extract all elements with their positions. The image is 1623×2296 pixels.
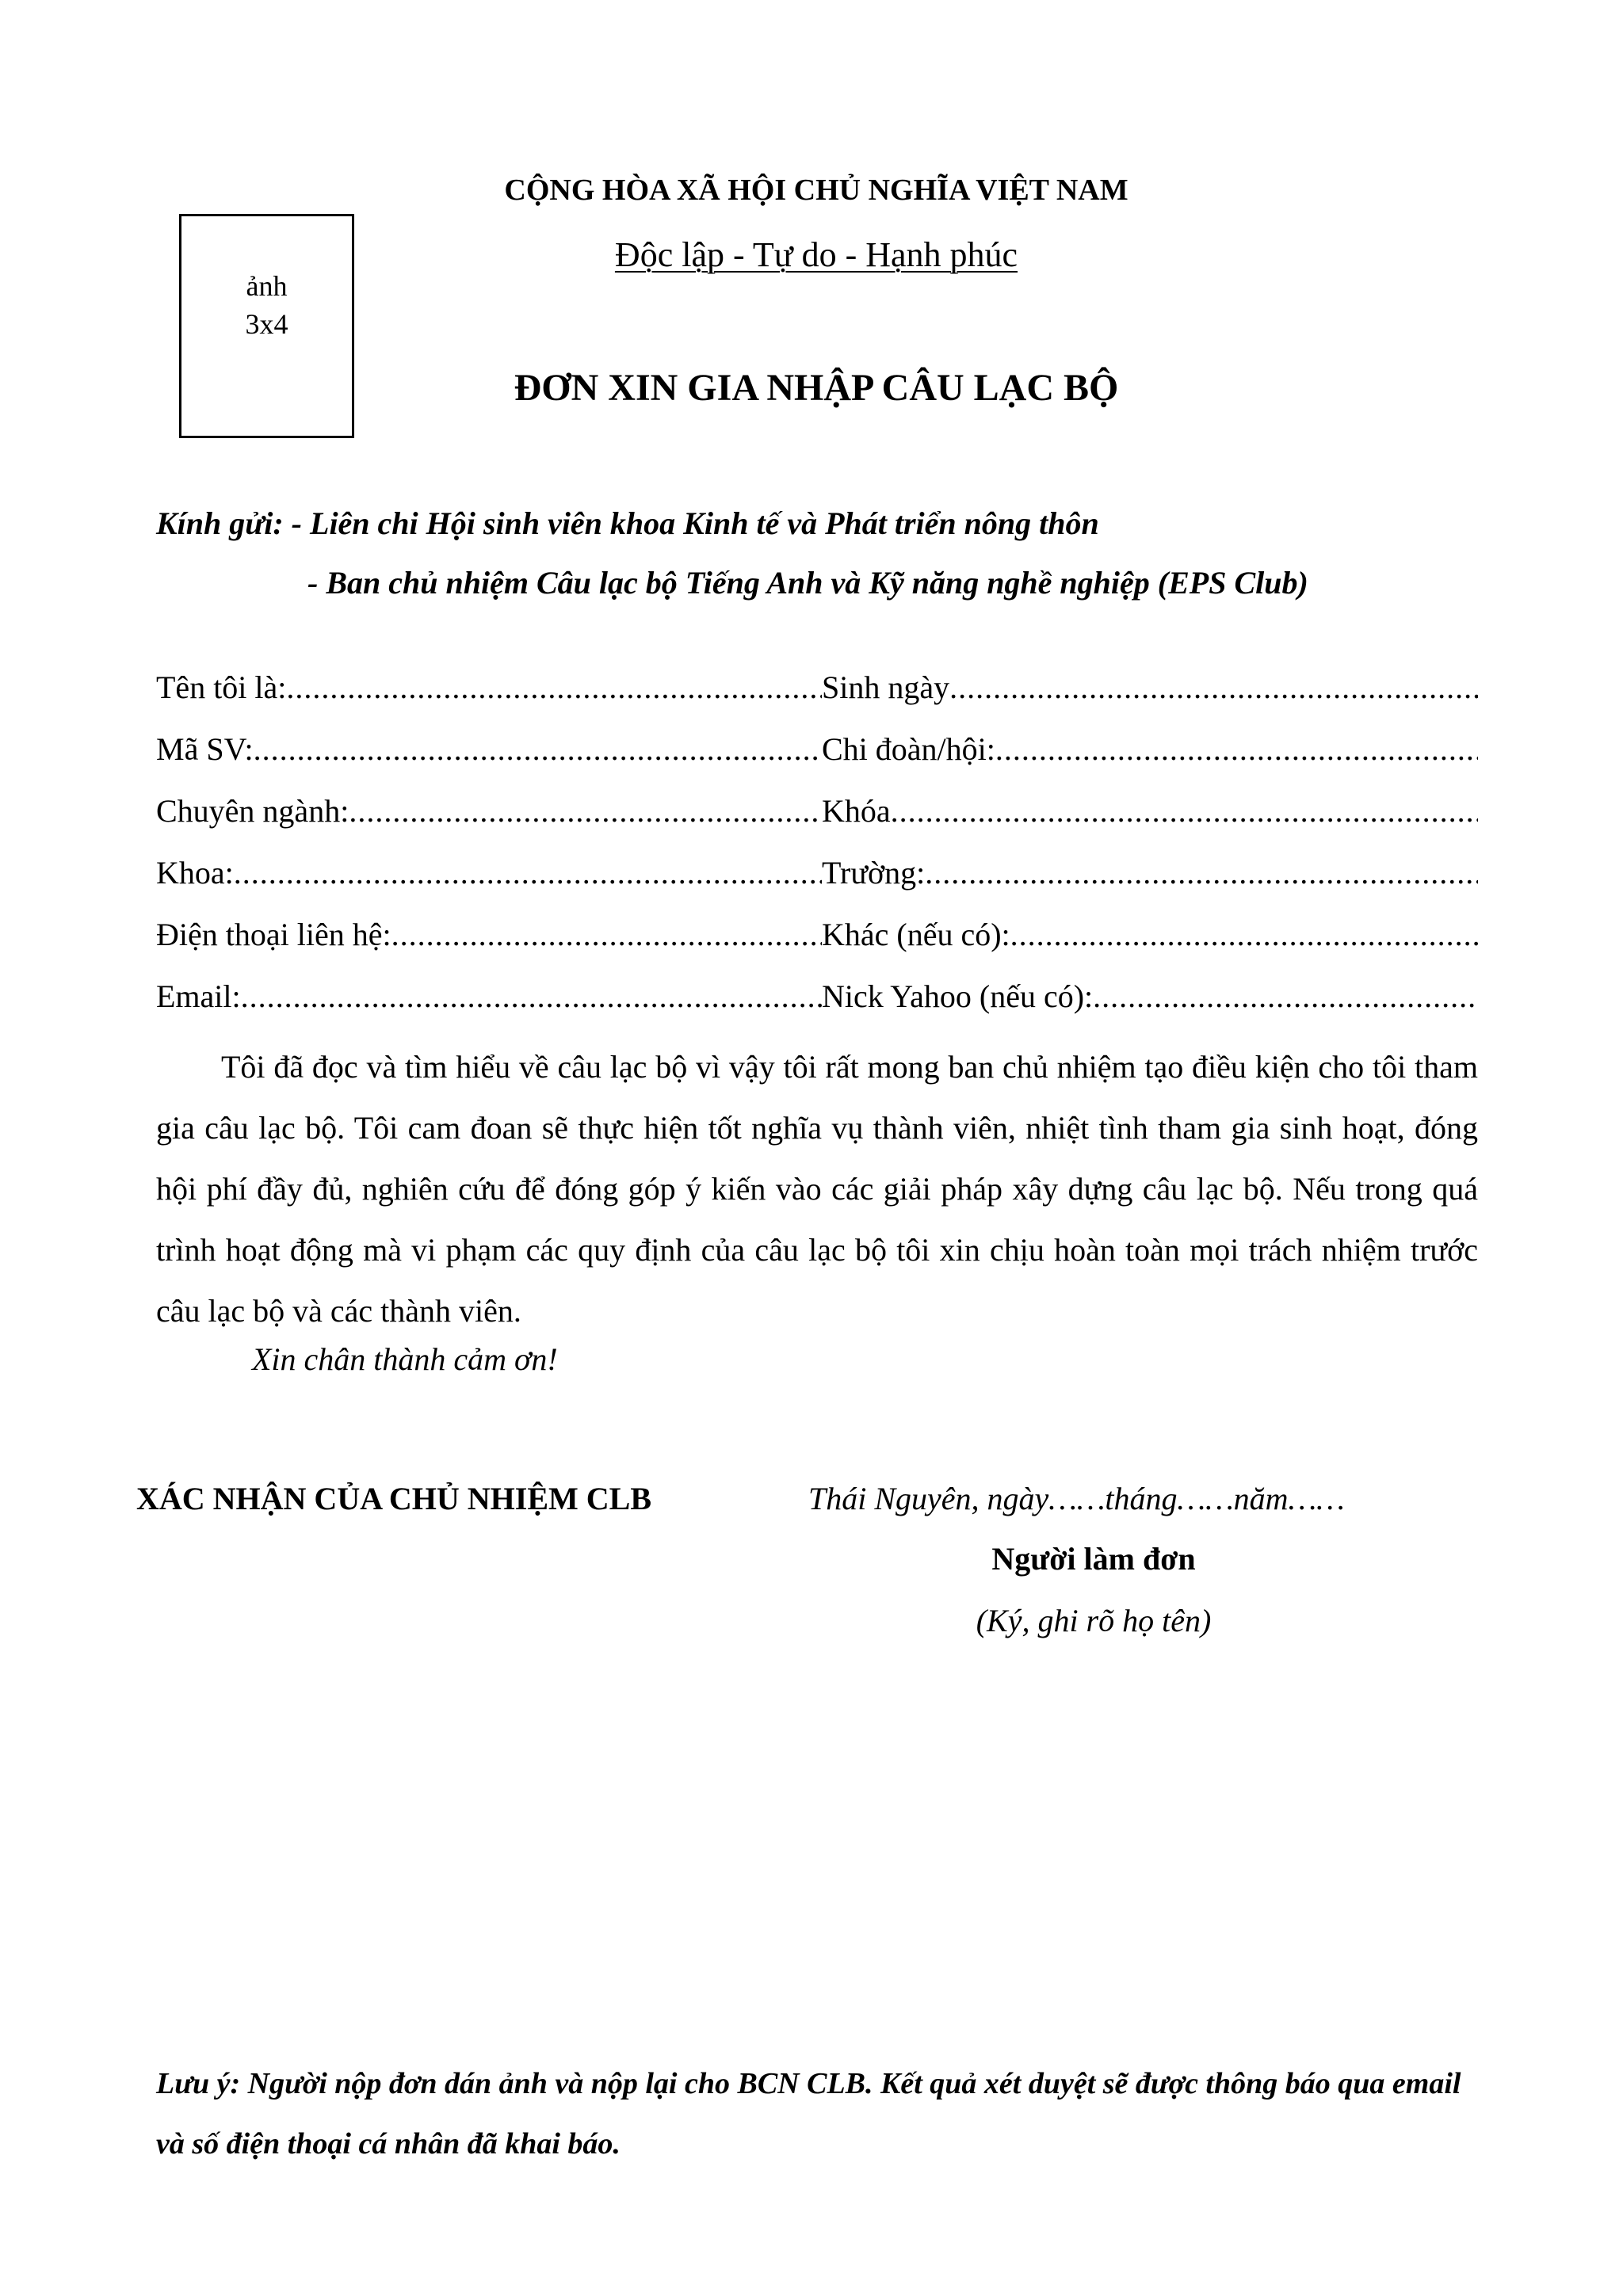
field-blank-birthdate[interactable] (949, 666, 1478, 710)
document-title: ĐƠN XIN GIA NHẬP CÂU LẠC BỘ (514, 367, 1119, 409)
applicant-heading: Người làm đơn (991, 1541, 1196, 1577)
field-label-phone: Điện thoại liên hệ: (156, 917, 391, 952)
field-label-cohort: Khóa (822, 793, 891, 829)
field-blank-school[interactable] (925, 851, 1478, 895)
field-row-faculty (156, 851, 1478, 895)
field-label-yahoo: Nick Yahoo (nếu có): (822, 978, 1094, 1014)
field-blank-yahoo[interactable] (1093, 974, 1478, 1019)
field-label-school: Trường: (822, 855, 926, 891)
motto-text: Độc lập - Tự do - Hạnh phúc (614, 235, 1018, 274)
place-date-line: Thái Nguyên, ngày……tháng……năm…… (808, 1481, 1345, 1516)
photo-label-line2: 3x4 (245, 308, 288, 340)
field-blank-student-id[interactable] (254, 727, 822, 772)
field-blank-union-branch[interactable] (995, 727, 1478, 772)
field-label-name: Tên tôi là: (156, 669, 287, 705)
field-row-email (156, 974, 1478, 1019)
thanks-line: Xin chân thành cảm ơn! (252, 1341, 558, 1377)
signature-hint: (Ký, ghi rõ họ tên) (976, 1603, 1212, 1638)
field-row-phone (156, 913, 1478, 957)
field-blank-name[interactable] (286, 666, 822, 710)
field-label-major: Chuyên ngành: (156, 793, 349, 829)
field-blank-faculty[interactable] (234, 851, 822, 895)
field-label-union-branch: Chi đoàn/hội: (822, 731, 995, 767)
field-label-other: Khác (nếu có): (822, 917, 1010, 952)
field-row-student-id (156, 727, 1478, 772)
recipient-line-1: Kính gửi: - Liên chi Hội sinh viên khoa Kinh tế và Phát triển nông thôn (156, 505, 1099, 541)
commitment-paragraph: Tôi đã đọc và tìm hiểu về câu lạc bộ vì vậy tôi rất mong ban chủ nhiệm tạo điều kiện cho tôi tham gia câu lạc bộ. Tôi cam đoan sẽ thực hiện tốt nghĩa vụ thành viên, nhiệt tình tham gia sinh hoạt, đóng hội phí đầy đủ, nghiên cứu để đóng góp ý kiến vào các giải pháp xây dựng câu lạc bộ. Nếu trong quá trình hoạt động mà vi phạm các quy định của câu lạc bộ tôi xin chịu hoàn toàn mọi trách nhiệm trước câu lạc bộ và các thành viên. (156, 1049, 1478, 1329)
field-blank-major[interactable] (349, 789, 822, 833)
field-blank-email[interactable] (241, 974, 822, 1019)
photo-placeholder-label (181, 267, 352, 343)
field-label-student-id: Mã SV: (156, 731, 254, 767)
national-title: CỘNG HÒA XÃ HỘI CHỦ NGHĨA VIỆT NAM (504, 174, 1128, 207)
field-blank-phone[interactable] (391, 913, 822, 957)
field-label-birthdate: Sinh ngày (822, 669, 950, 705)
recipient-line-2: - Ban chủ nhiệm Câu lạc bộ Tiếng Anh và Kỹ năng nghề nghiệp (EPS Club) (307, 565, 1308, 601)
footer-note: Lưu ý: Người nộp đơn dán ảnh và nộp lại cho BCN CLB. Kết quả xét duyệt sẽ được thông báo qua email và số điện thoại cá nhân đã khai báo. (156, 2067, 1461, 2161)
field-label-faculty: Khoa: (156, 855, 234, 891)
field-row-major (156, 789, 1478, 833)
field-blank-other[interactable] (1010, 913, 1478, 957)
field-label-email: Email: (156, 978, 241, 1014)
field-blank-cohort[interactable] (891, 789, 1478, 833)
national-motto (444, 235, 1189, 275)
club-head-confirmation-heading: XÁC NHẬN CỦA CHỦ NHIỆM CLB (136, 1481, 652, 1516)
field-row-name (156, 666, 1478, 710)
photo-placeholder-box (179, 214, 354, 438)
photo-label-line1: ảnh (246, 270, 288, 302)
